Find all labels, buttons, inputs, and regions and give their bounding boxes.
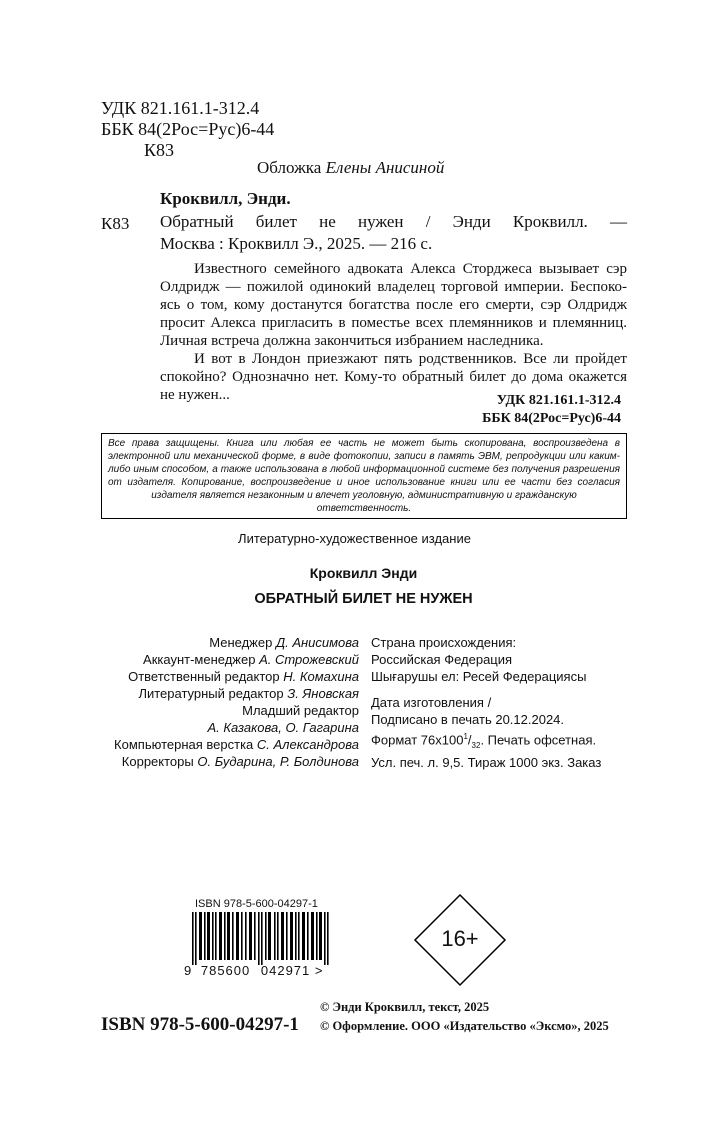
author-sign-left: К83 <box>101 214 130 233</box>
annotation-line: И вот в Лондон приезжают пять родственников. Все ли пройдет <box>194 351 627 367</box>
barcode-group-2: 042971 <box>260 963 311 978</box>
barcode-digits <box>184 963 323 978</box>
credit-name: А. Строжевский <box>259 652 359 667</box>
origin-label: Страна происхождения: <box>371 635 517 650</box>
credit-role: Младший редактор <box>242 703 359 718</box>
annotation-line: Известного семейного адвоката Алекса Сторджеса вызывает сэр <box>194 261 627 277</box>
bbk-code-top: ББК 84(2Рос=Рус)6-44 <box>101 119 275 139</box>
cover-credit <box>257 158 444 178</box>
credits-block <box>114 634 359 770</box>
author-sign-top: К83 <box>144 140 175 160</box>
credit-role: Корректоры <box>121 754 198 769</box>
udk-code-top: УДК 821.161.1-312.4 <box>101 98 260 118</box>
print-run: Усл. печ. л. 9,5. Тираж 1000 экз. Заказ <box>371 754 602 770</box>
credit-name: С. Александрова <box>256 737 359 752</box>
book-title: ОБРАТНЫЙ БИЛЕТ НЕ НУЖЕН <box>254 591 473 607</box>
annotation-line: Олдридж — пожилой одинокий владелец торговой империи. Беспоко- <box>160 279 627 295</box>
credit-row <box>114 668 359 685</box>
origin-value: Российская Федерация <box>371 652 513 667</box>
barcode-arrow: > <box>314 963 324 978</box>
rights-notice-box <box>101 433 627 519</box>
credit-name: Н. Комахина <box>283 669 359 684</box>
credit-row <box>114 702 359 719</box>
format-denominator: 32 <box>471 740 481 750</box>
credit-name: О. Бударина, Р. Болдинова <box>197 754 359 769</box>
publication-info <box>371 634 601 771</box>
origin-kz: Шығарушы ел: Ресей Федерациясы <box>371 669 587 684</box>
bib-author-heading: Кроквилл, Энди. <box>160 189 291 208</box>
bib-title-line: Обратный билет не нужен / Энди Кроквилл. — <box>160 212 627 231</box>
production-date-label: Дата изготовления / <box>371 695 492 710</box>
udk-code-right: УДК 821.161.1-312.4 <box>496 393 621 408</box>
annotation-line: Личная встреча должна закончиться избранием наследника. <box>160 333 544 349</box>
format-prefix: Формат 76х100 <box>371 732 464 748</box>
credit-row <box>114 753 359 770</box>
format-suffix: . Печать офсетная. <box>480 732 597 748</box>
format-line: Формат $76х100^1/_{32}$. Печать офсетная. <box>371 732 597 750</box>
copyright-text: © Энди Кроквилл, текст, 2025 <box>320 1000 490 1014</box>
annotation <box>160 260 627 404</box>
rights-line: Все права защищены. Книга или любая ее часть не может быть скопирована, воспроизведена в <box>108 438 620 449</box>
credit-role: Менеджер <box>209 635 276 650</box>
credit-name: З. Яновская <box>287 686 359 701</box>
bib-imprint-line: Москва : Кроквилл Э., 2025. — 216 с. <box>160 234 433 253</box>
credit-row <box>114 634 359 651</box>
bbk-code-right: ББК 84(2Рос=Рус)6-44 <box>482 411 621 426</box>
annotation-line: ясь о том, кому достанутся богатства после его смерти, сэр Олдридж <box>160 297 627 313</box>
cover-credit-name: Елены Анисиной <box>325 158 445 177</box>
rights-line: электронной или механической форме, в виде фотокопии, записи в память ЭВМ, репродукции или каким- <box>108 451 620 462</box>
annotation-line: спокойно? Однозначно нет. Кому-то обратный билет до дома окажется <box>160 369 627 385</box>
edition-type: Литературно-художественное издание <box>238 531 471 546</box>
annotation-line: просит Алекса пригласить в поместье всех племянников и племянниц. <box>160 315 627 331</box>
credit-role: Ответственный редактор <box>128 669 284 684</box>
barcode-group-1: 785600 <box>200 963 251 978</box>
cover-credit-prefix: Обложка <box>257 158 326 177</box>
barcode-first-digit: 9 <box>184 963 193 978</box>
credit-row <box>114 651 359 668</box>
credit-name: Д. Анисимова <box>275 635 359 650</box>
signed-to-print: Подписано в печать 20.12.2024. <box>371 712 565 727</box>
credit-role: Компьютерная верстка <box>114 737 257 752</box>
credit-row <box>114 685 359 702</box>
book-author: Кроквилл Энди <box>309 565 418 581</box>
isbn-number: ISBN 978-5-600-04297-1 <box>101 1014 299 1035</box>
rights-line: от издателя. Копирование, воспроизведение и иное использование книги или ее части без согласия <box>108 477 620 488</box>
format-numerator: 1 <box>463 732 468 741</box>
annotation-paragraph-1 <box>160 260 627 350</box>
rights-line: либо иным способом, а также использована в любой информационной системе без получения разрешения <box>108 464 620 475</box>
annotation-line: не нужен... <box>160 387 230 403</box>
credit-row <box>114 719 359 736</box>
barcode-bars <box>188 912 338 965</box>
credit-name: А. Казакова, О. Гагарина <box>207 720 359 735</box>
barcode-isbn-label: ISBN 978-5-600-04297-1 <box>195 898 318 910</box>
credit-role: Литературный редактор <box>138 686 288 701</box>
credit-role: Аккаунт-менеджер <box>143 652 260 667</box>
age-rating: 16+ <box>441 926 479 951</box>
rights-line: издателя является незаконным и влечет уголовную, административную и гражданскую ответственность. <box>151 490 577 514</box>
copyright-design: © Оформление. ООО «Издательство «Эксмо», 2025 <box>320 1019 609 1033</box>
credit-row <box>114 736 359 753</box>
